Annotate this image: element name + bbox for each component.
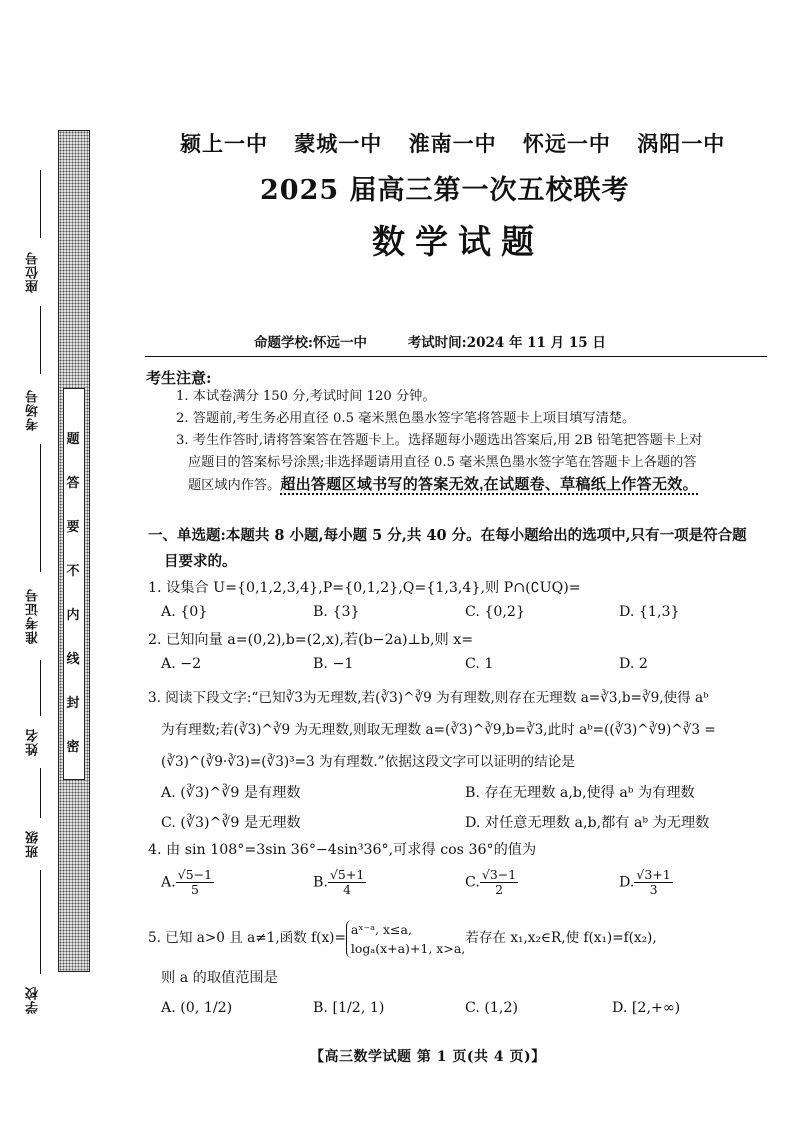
- q4-c-den: 2: [495, 882, 504, 897]
- q4-option-d: [619, 868, 673, 897]
- room-line: [40, 306, 41, 374]
- q4-a-den: 5: [190, 882, 199, 897]
- q4-a-label: A.: [161, 874, 176, 891]
- q4-d-label: D.: [619, 874, 635, 891]
- school-label: 学校: [26, 986, 41, 1014]
- strip-char: 答: [66, 476, 80, 491]
- q4-option-c: [465, 868, 518, 897]
- q4-d-fraction: [634, 868, 672, 897]
- question-4-stem: 4. 由 sin 108°=3sin 36°−4sin³36°,可求得 cos 36°的值为: [148, 842, 537, 858]
- seat-line: [40, 170, 41, 238]
- q1-option-a: A. {0}: [161, 604, 208, 620]
- notice-item: [188, 474, 698, 497]
- class-line: [40, 768, 41, 818]
- q3-option-c: C. (∛3)^∛9 是无理数: [161, 815, 301, 831]
- q4-c-fraction: [480, 868, 518, 897]
- q5-option-d: D. [2,+∞): [612, 1000, 681, 1016]
- divider: [145, 356, 767, 357]
- name-line: [40, 660, 41, 716]
- q5-option-c: C. (1,2): [465, 1000, 519, 1016]
- q2-option-b: B. −1: [313, 656, 354, 672]
- q2-option-c: C. 1: [465, 656, 494, 672]
- q3-option-d: D. 对任意无理数 a,b,都有 aᵇ 为无理数: [465, 815, 710, 831]
- strip-char: 密: [66, 740, 80, 755]
- strip-char: 线: [66, 652, 80, 667]
- q5-case-1: aˣ⁻ᵃ, x≤a,: [350, 921, 412, 937]
- subject-title: 数学试题: [372, 222, 544, 261]
- section-heading-cont: 目要求的。: [164, 553, 237, 570]
- strip-char: 封: [66, 696, 80, 711]
- name-label: 姓名: [26, 728, 41, 756]
- q2-option-a: A. −2: [161, 656, 202, 672]
- notice-item: 2. 答题前,考生务必用直径 0.5 毫米黑色墨水签字笔将答题卡上项目填写清楚。: [176, 411, 636, 426]
- q5-post: 若存在 x₁,x₂∈R,使 f(x₁)=f(x₂),: [465, 930, 657, 946]
- q5-pre: 5. 已知 a>0 且 a≠1,函数 f(x)=: [148, 930, 346, 946]
- class-label: 班级: [26, 830, 41, 858]
- school-list: 颍上一中 蒙城一中 淮南一中 怀远一中 涡阳一中: [180, 131, 726, 156]
- q3-option-a: A. (∛3)^∛9 是有理数: [161, 785, 301, 801]
- notice-title: 考生注意:: [146, 369, 212, 387]
- question-5-stem: [148, 916, 657, 960]
- room-label: 考场号: [26, 389, 41, 431]
- q4-d-den: 3: [649, 882, 658, 897]
- ticket-label: 准考证号: [26, 588, 41, 644]
- q4-b-fraction: [328, 868, 366, 897]
- notice-text: 题区域内作答。: [188, 478, 281, 493]
- q1-option-b: B. {3}: [313, 604, 360, 620]
- seat-label: 座位号: [26, 251, 41, 293]
- q4-d-num: √3+1: [636, 867, 671, 882]
- q2-option-d: D. 2: [619, 656, 648, 672]
- q5-option-b: B. [1/2, 1): [313, 1000, 385, 1016]
- q3-option-b: B. 存在无理数 a,b,使得 aᵇ 为有理数: [465, 785, 695, 801]
- q1-option-d: D. {1,3}: [619, 604, 680, 620]
- q4-b-den: 4: [343, 882, 352, 897]
- notice-emphasis-text: 超出答题区域书写的答案无效,在试题卷、草稿纸上作答无效。: [280, 476, 698, 493]
- q4-b-label: B.: [313, 874, 328, 891]
- q4-option-b: [313, 868, 366, 897]
- setter-school: 命题学校:怀远一中: [254, 335, 367, 351]
- strip-char: 题: [66, 432, 80, 447]
- school-line: [40, 870, 41, 974]
- ticket-line: [40, 444, 41, 572]
- q4-c-label: C.: [465, 874, 480, 891]
- question-5-line: 则 a 的取值范围是: [161, 970, 278, 986]
- q5-piecewise: [346, 920, 465, 958]
- question-1-stem: 1. 设集合 U={0,1,2,3,4},P={0,1,2},Q={1,3,4},则 P∩(∁UQ)=: [148, 580, 581, 596]
- strip-char: 内: [66, 608, 80, 623]
- q4-a-fraction: [176, 868, 214, 897]
- question-2-stem: 2. 已知向量 a=(0,2),b=(2,x),若(b−2a)⊥b,则 x=: [148, 632, 474, 648]
- section-heading: 一、单选题:本题共 8 小题,每小题 5 分,共 40 分。在每小题给出的选项中,只有一项是符合题: [148, 527, 747, 544]
- strip-char: 不: [66, 564, 80, 579]
- notice-item: 应题目的答案标号涂黑;非选择题请用直径 0.5 毫米黑色墨水签字笔在答题卡上各题的答: [188, 455, 697, 470]
- q5-case-2: logₐ(x+a)+1, x>a,: [350, 940, 466, 956]
- q4-c-num: √3−1: [481, 867, 517, 882]
- question-3-line: 为有理数;若(∛3)^∛9 为无理数,则取无理数 a=(∛3)^∛9,b=∛3,此时 aᵇ=((∛3)^∛9)^∛3 =: [161, 722, 716, 738]
- notice-emphasis: [280, 476, 698, 495]
- exam-time: 考试时间:2024 年 11 月 15 日: [407, 335, 606, 351]
- exam-meta: [254, 331, 642, 351]
- question-3-line: 3. 阅读下段文字:“已知∛3为无理数,若(∛3)^∛9 为有理数,则存在无理数 a=∛3,b=∛9,使得 aᵇ: [148, 690, 709, 706]
- page-footer: 【高三数学试题 第 1 页(共 4 页)】: [310, 1049, 546, 1065]
- q4-a-num: √5−1: [177, 867, 213, 882]
- q5-option-a: A. (0, 1/2): [161, 1000, 233, 1016]
- notice-item: 1. 本试卷满分 150 分,考试时间 120 分钟。: [176, 389, 436, 404]
- exam-title: 2025 届高三第一次五校联考: [260, 175, 630, 206]
- q1-option-c: C. {0,2}: [465, 604, 525, 620]
- question-3-line: (∛3)^(∛9·∛3)=(∛3)³=3 为有理数.”依据这段文字可以证明的结论是: [161, 754, 575, 770]
- q4-b-num: √5+1: [329, 867, 365, 882]
- strip-char: 要: [66, 520, 80, 535]
- notice-item: 3. 考生作答时,请将答案答在答题卡上。选择题每小题选出答案后,用 2B 铅笔把答题卡上对: [176, 433, 703, 448]
- q4-option-a: [161, 868, 214, 897]
